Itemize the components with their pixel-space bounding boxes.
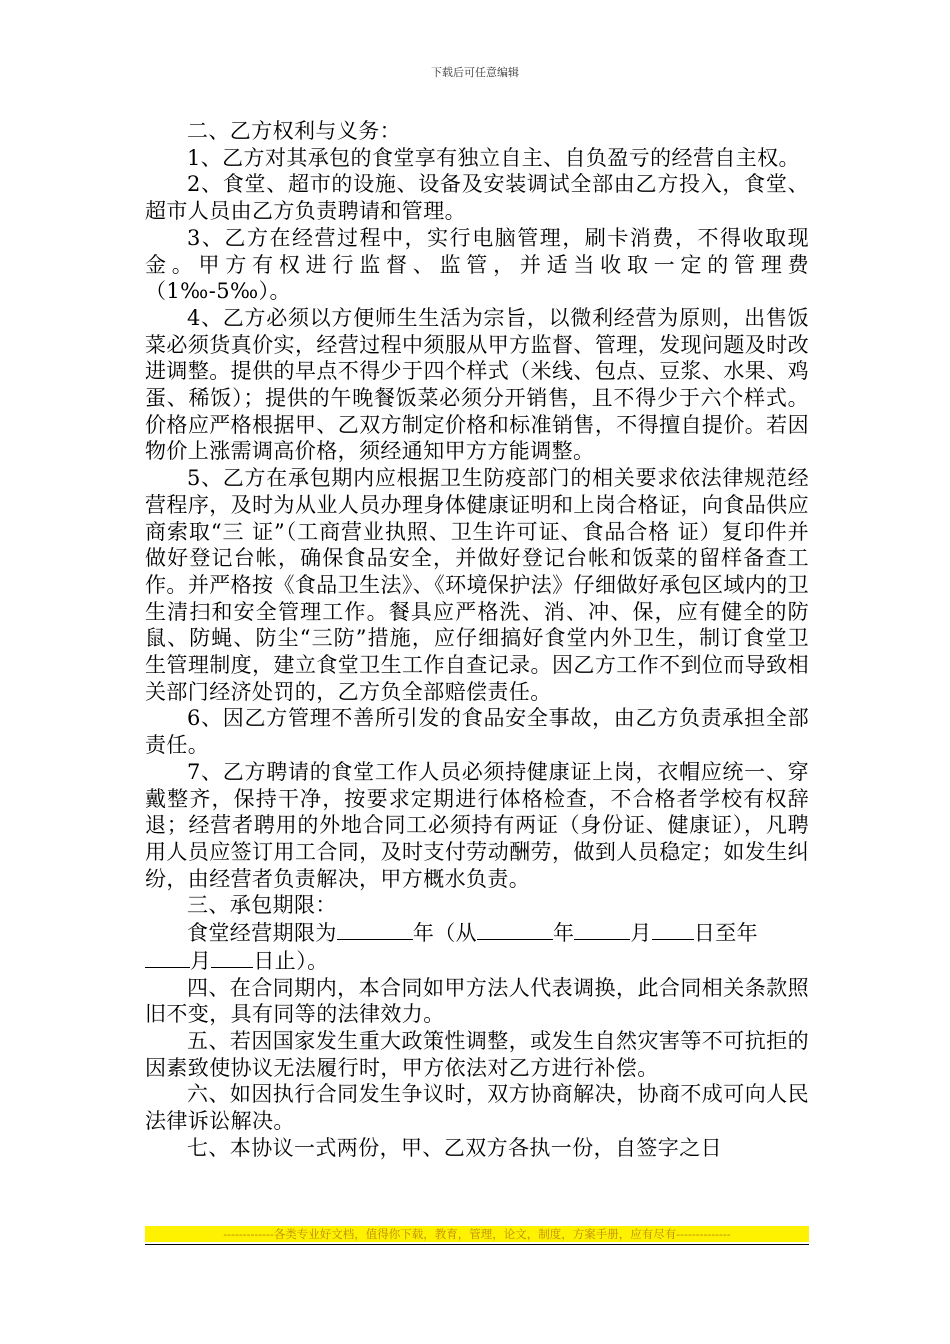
- clause-4: 4、乙方必须以方便师生生活为宗旨，以微利经营为原则，出售饭菜必须货真价实，经营过程中须服从甲方监督、管理，发现问题及时改进调整。提供的早点不得少于四个样式（米线、包点、豆浆、水果、鸡蛋、稀饭）；提供的午晚餐饭菜必须分开销售，且不得少于六个样式。价格应严格根据甲、乙双方制定价格和标准销售，不得擅自提价。若因物价上涨需调高价格，须经通知甲方方能调整。: [145, 305, 809, 464]
- clause-5: 5、乙方在承包期内应根据卫生防疫部门的相关要求依法律规范经营程序，及时为从业人员办理身体健康证明和上岗合格证，向食品供应商索取“三 证”（工商营业执照、卫生许可证、食品合格 证）复印件并做好登记台帐，确保食品安全，并做好登记台帐和饭菜的留样备查工作。并严格按《食品卫生法》、《环境保护法》仔细做好承包区域内的卫生清扫和安全管理工作。餐具应严格洗、消、冲、保，应有健全的防鼠、防蝇、防尘“三防”措施，应仔细搞好食堂内外卫生，制订食堂卫生管理制度，建立食堂卫生工作自查记录。因乙方工作不到位而导致相关部门经济处罚的，乙方负全部赔偿责任。: [145, 466, 809, 704]
- clause-2: 2、食堂、超市的设施、设备及安装调试全部由乙方投入，食堂、超市人员由乙方负责聘请和管理。: [145, 172, 809, 224]
- clause-6: 6、因乙方管理不善所引发的食品安全事故，由乙方负责承担全部责任。: [145, 706, 809, 758]
- years-blank: [337, 919, 413, 940]
- term-text-5: 日至年: [693, 921, 759, 946]
- end-day-blank: [211, 947, 253, 968]
- clause-3: 3、乙方在经营过程中，实行电脑管理，刷卡消费，不得收取现金。甲方有权进行监督、监管，并适当收取一定的管理费（1‰-5‰）。: [145, 225, 809, 304]
- page-header: 下载后可任意编辑: [431, 66, 519, 79]
- term-text-1: 食堂经营期限为: [187, 921, 337, 946]
- start-day-blank: [652, 919, 694, 940]
- document-body: [145, 118, 809, 1161]
- term-line-end: [145, 947, 809, 975]
- term-text-6: 月: [190, 948, 212, 973]
- footer-divider: [145, 1244, 809, 1245]
- clause-five: 五、若因国家发生重大政策性调整，或发生自然灾害等不可抗拒的因素致使协议无法履行时，甲方依法对乙方进行补偿。: [145, 1028, 809, 1080]
- start-month-blank: [574, 919, 630, 940]
- clause-four: 四、在合同期内，本合同如甲方法人代表调换，此合同相关条款照旧不变，具有同等的法律效力。: [145, 975, 809, 1027]
- section-heading-term: 三、承包期限：: [187, 893, 337, 918]
- term-line: [145, 919, 809, 947]
- term-text-7: 日止）。: [253, 948, 329, 973]
- clause-7: 7、乙方聘请的食堂工作人员必须持健康证上岗，衣帽应统一、穿戴整齐，保持干净，按要求定期进行体格检查，不合格者学校有权辞退；经营者聘用的外地合同工必须持有两证（身份证、健康证），凡聘用人员应签订用工合同，及时支付劳动酬劳，做到人员稳定；如发生纠纷，由经营者负责解决，甲方概水负责。: [145, 759, 809, 891]
- clause-1: 1、乙方对其承包的食堂享有独立自主、自负盈亏的经营自主权。: [187, 145, 800, 170]
- term-text-3: 年: [553, 921, 575, 946]
- term-text-4: 月: [630, 921, 652, 946]
- clause-seven: 七、本协议一式两份，甲、乙双方各执一份，自签字之日: [187, 1135, 722, 1160]
- start-year-blank: [477, 919, 553, 940]
- end-month-blank: [145, 947, 190, 968]
- term-text-2: 年（从: [412, 921, 478, 946]
- clause-six: 六、如因执行合同发生争议时，双方协商解决，协商不成可向人民法律诉讼解决。: [145, 1082, 809, 1134]
- section-heading-party-b-rights: 二、乙方权利与义务：: [187, 119, 401, 143]
- footer-banner: -------------各类专业好文档，值得你下载，教育，管理，论文，制度，方案手册，应有尽有--------------: [145, 1226, 809, 1242]
